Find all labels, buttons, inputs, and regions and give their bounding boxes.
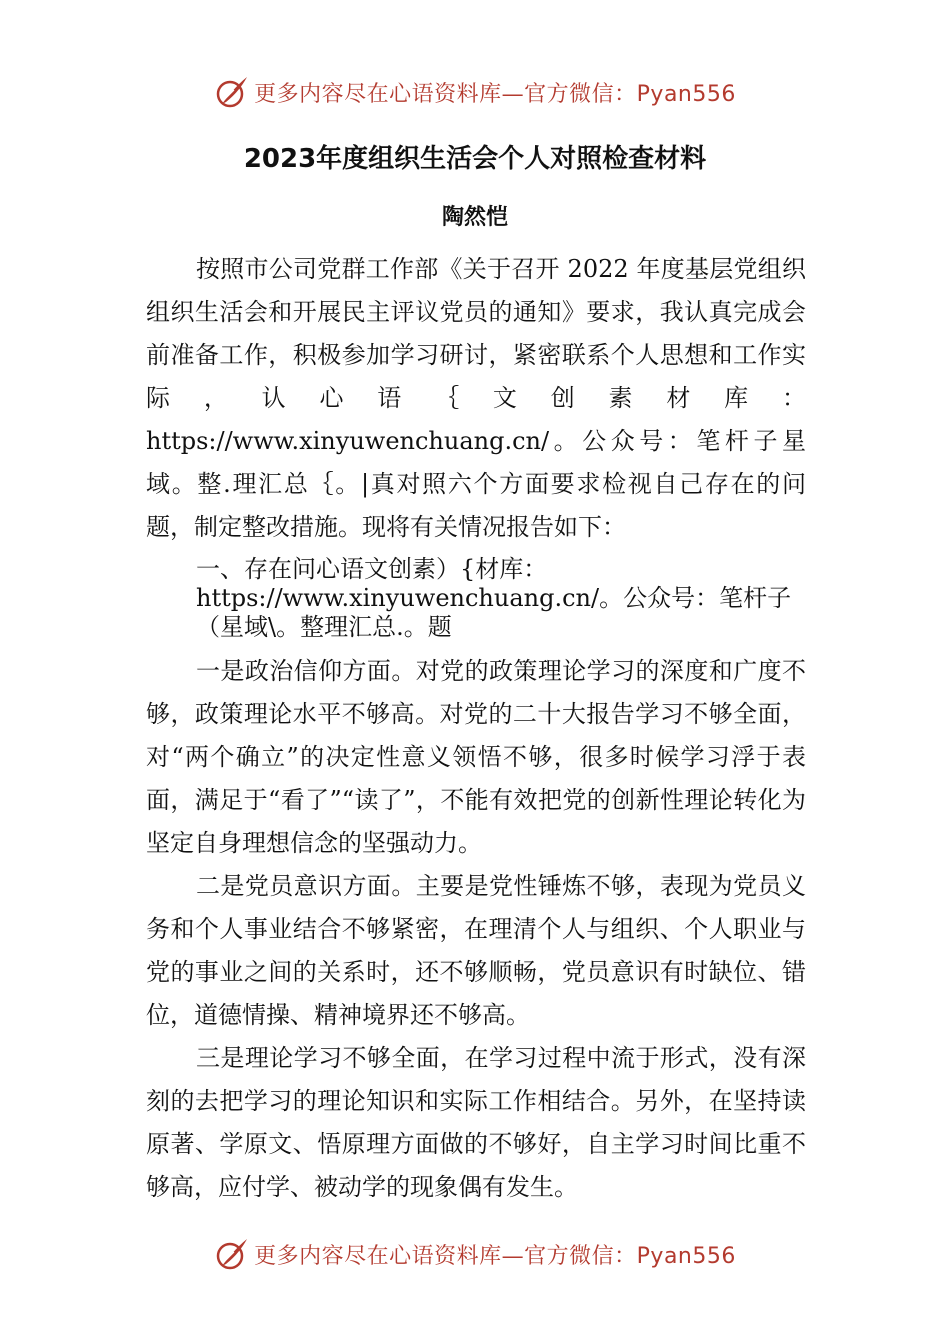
footer-banner [0, 1232, 950, 1276]
banner-label: 更多内容尽在心语资料库—官方微信： [254, 1243, 637, 1269]
banner-text [254, 77, 736, 108]
paragraph-party-awareness: 二是党员意识方面。主要是党性锤炼不够，表现为党员义务和个人事业结合不够紧密，在理清个人与组织、个人职业与党的事业之间的关系时，还不够顺畅，党员意识有时缺位、错位，道德情操、精神境界还不够高。 [146, 872, 806, 1029]
header-banner [0, 70, 950, 114]
quill-pen-icon [214, 74, 250, 110]
banner-wechat-handle: Pyan556 [636, 81, 736, 107]
section-heading: 一、存在问心语文创素）{材库：https://www.xinyuwenchuang.cn/。公众号：笔杆子（星域\。整理汇总.。题 [196, 555, 792, 641]
paragraph-intro: 按照市公司党群工作部《关于召开 2022 年度基层党组织组织生活会和开展民主评议党员的通知》要求，我认真完成会前准备工作，积极参加学习研讨，紧密联系个人思想和工作实际，认心语｛文创素材库：https://www.xinyuwenchuang.cn/。公众号：笔杆子星域。整.理汇总｛。|真对照六个方面要求检视自己存在的问题，制定整改措施。现将有关情况报告如下： [146, 255, 806, 541]
document-body [146, 248, 806, 1209]
banner-wechat-handle: Pyan556 [636, 1243, 736, 1269]
banner-text [254, 1239, 736, 1270]
paragraph-theory-study: 三是理论学习不够全面，在学习过程中流于形式，没有深刻的去把学习的理论知识和实际工作相结合。另外，在坚持读原著、学原文、悟原理方面做的不够好，自主学习时间比重不够高，应付学、被动学的现象偶有发生。 [146, 1044, 806, 1201]
document-author: 陶然恺 [441, 205, 508, 230]
banner-label: 更多内容尽在心语资料库—官方微信： [254, 81, 637, 107]
document-title: 2023年度组织生活会个人对照检查材料 [243, 144, 707, 174]
paragraph-political-belief: 一是政治信仰方面。对党的政策理论学习的深度和广度不够，政策理论水平不够高。对党的二十大报告学习不够全面，对“两个确立”的决定性意义领悟不够，很多时候学习浮于表面，满足于“看了”“读了”，不能有效把党的创新性理论转化为坚定自身理想信念的坚强动力。 [146, 657, 806, 857]
quill-pen-icon [214, 1236, 250, 1272]
